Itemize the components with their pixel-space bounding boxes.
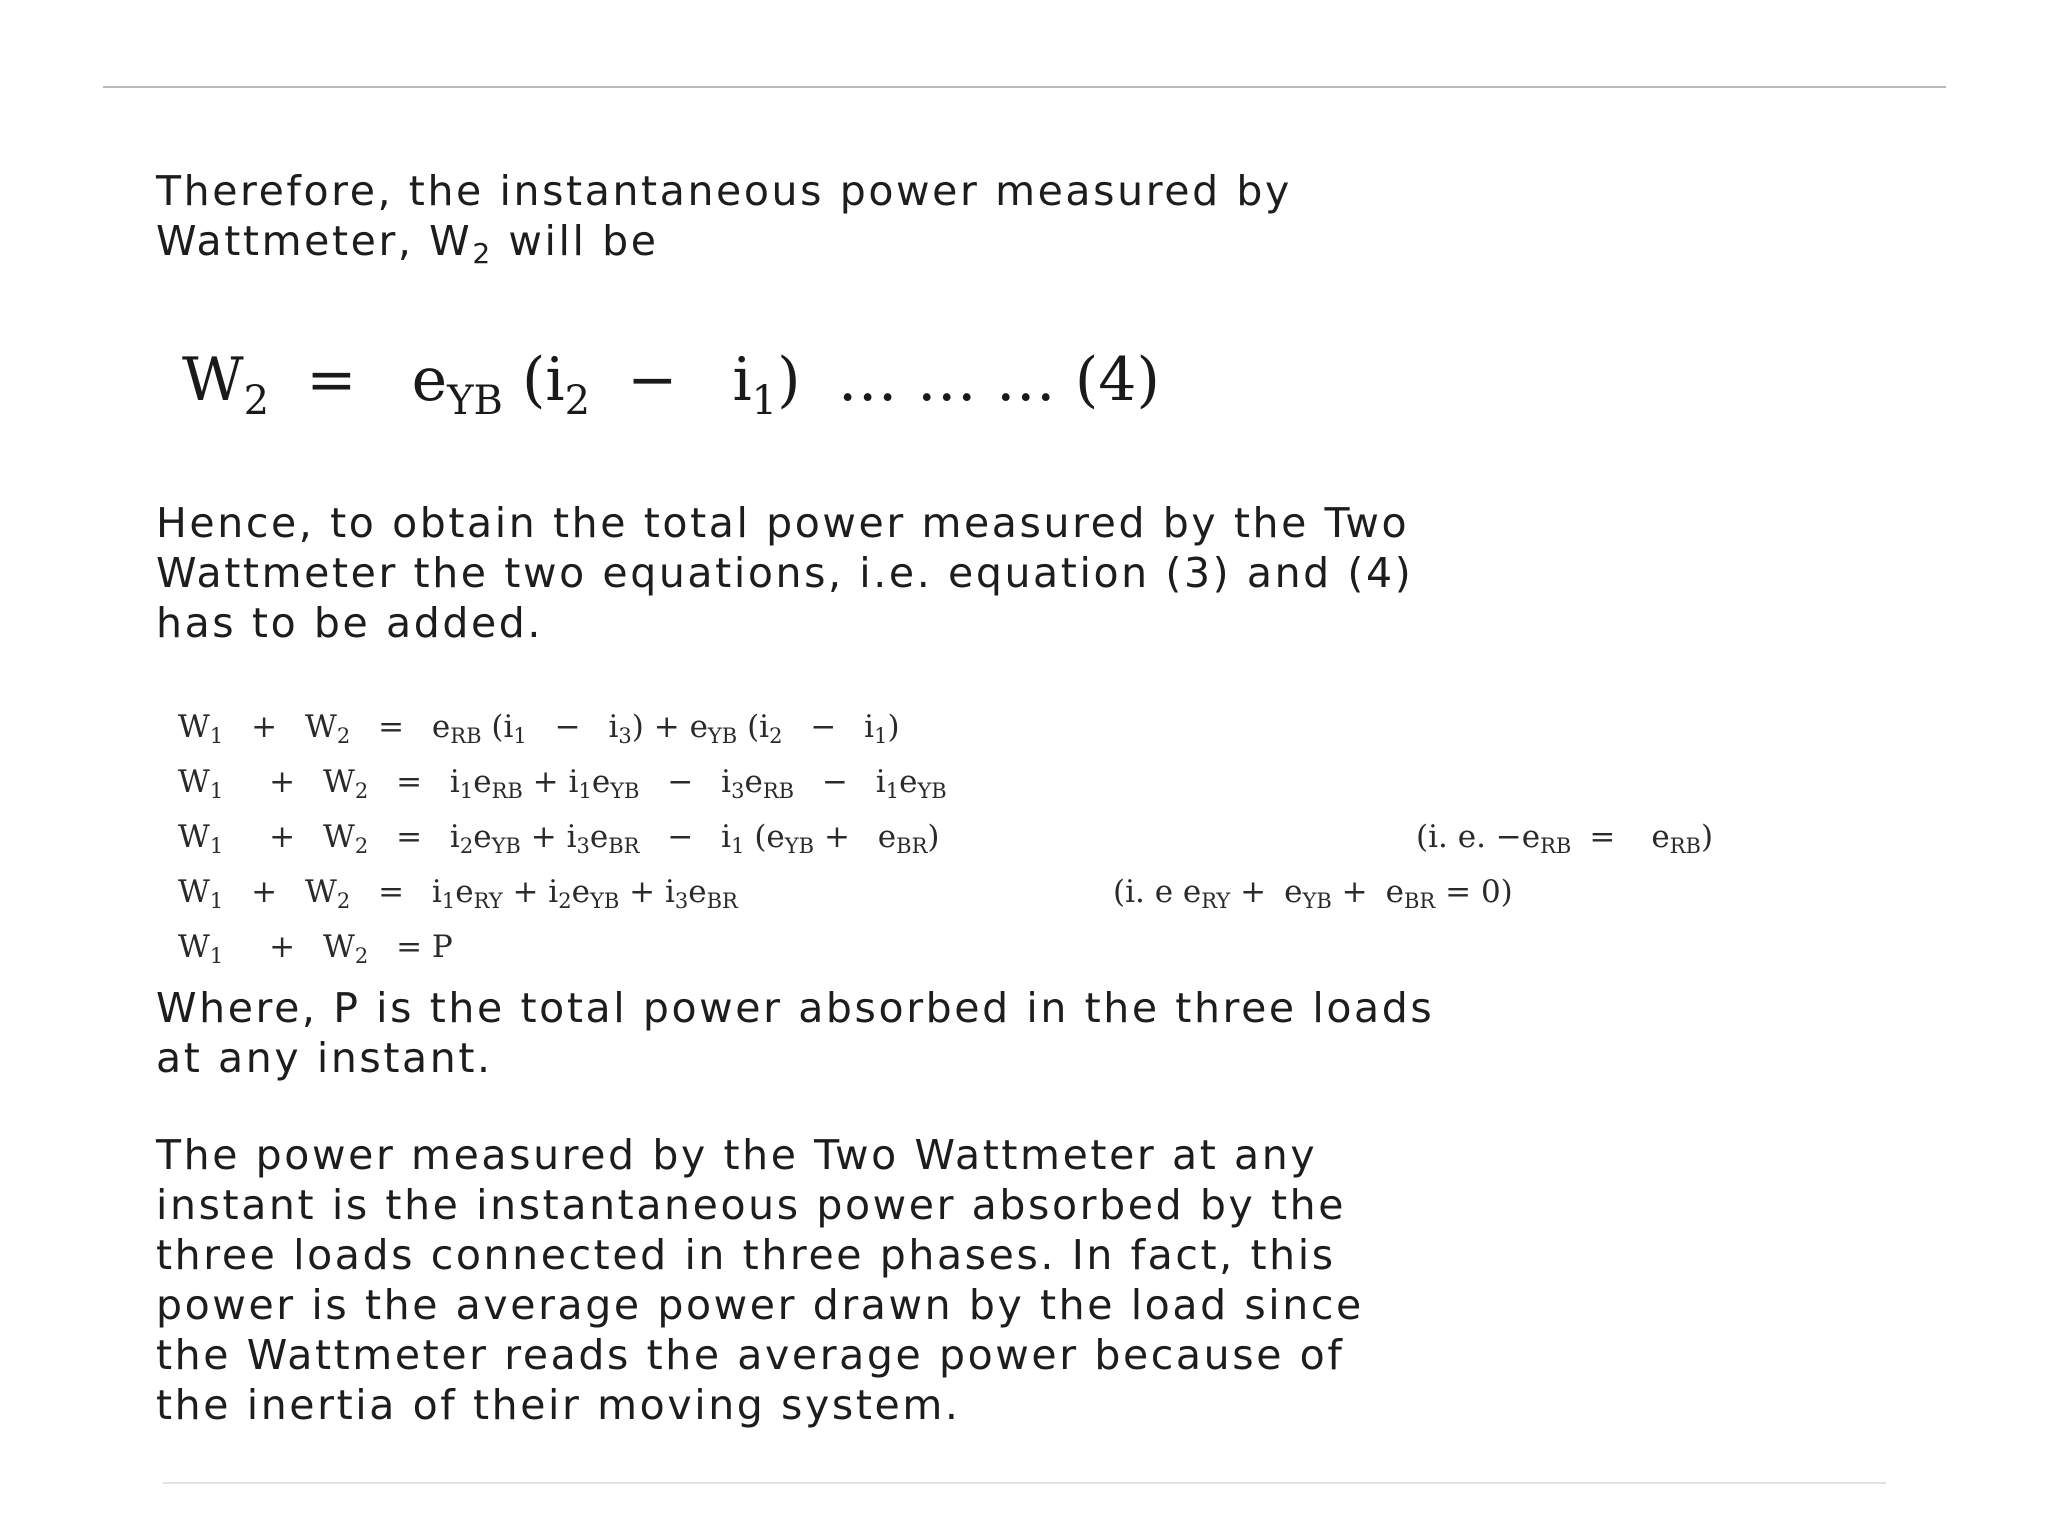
eq-operator: = <box>396 764 423 800</box>
eq-operator: = <box>1589 819 1616 855</box>
subscript: 1 <box>751 378 778 424</box>
eq-operator: ) + <box>631 709 680 745</box>
paragraph-line: three loads connected in three phases. In fact, this <box>156 1231 1336 1279</box>
eq-symbol: e <box>473 764 492 800</box>
subscript: 1 <box>874 724 888 748</box>
subscript: YB <box>491 834 521 858</box>
eq-operator: = P <box>396 929 453 965</box>
paragraph-line: Therefore, the instantaneous power measured by <box>156 167 1292 215</box>
eq-dots: … … … <box>837 345 1056 415</box>
bottom-divider <box>163 1482 1886 1484</box>
subscript: RY <box>473 889 503 913</box>
eq-symbol: W <box>178 929 210 965</box>
subscript: BR <box>608 834 640 858</box>
subscript: RY <box>1201 889 1231 913</box>
derivation-note-3 <box>1416 810 1713 865</box>
eq-symbol: W <box>322 819 355 855</box>
eq-symbol: i <box>449 764 460 800</box>
subscript: 1 <box>578 779 592 803</box>
eq-symbol: W <box>304 874 337 910</box>
eq-symbol: i <box>548 874 559 910</box>
eq-operator: + <box>512 874 539 910</box>
eq-operator: − <box>627 345 678 415</box>
eq-symbol: i <box>721 764 732 800</box>
subscript: 1 <box>209 944 224 968</box>
subscript: 2 <box>354 779 369 803</box>
paragraph-conclusion <box>156 1130 1364 1430</box>
paragraph-line: power is the average power drawn by the load since <box>156 1281 1364 1329</box>
eq-symbol: i <box>431 874 442 910</box>
equation-4 <box>182 340 1160 424</box>
eq-operator: + <box>269 764 296 800</box>
subscript: BR <box>896 834 928 858</box>
eq-symbol: ) <box>887 709 900 745</box>
subscript: RB <box>450 724 482 748</box>
eq-symbol: i <box>721 819 732 855</box>
eq-symbol: W <box>182 345 244 415</box>
subscript: 1 <box>885 779 900 803</box>
subscript: YB <box>707 724 738 748</box>
eq-symbol: e <box>1651 819 1670 855</box>
subscript: BR <box>1404 889 1436 913</box>
eq-symbol: i <box>608 709 619 745</box>
eq-symbol: i <box>664 874 675 910</box>
paragraph-line: Wattmeter, W <box>156 217 473 265</box>
eq-operator: − <box>810 709 837 745</box>
eq-symbol: (i <box>521 345 565 415</box>
eq-symbol: (i <box>491 709 514 745</box>
top-divider <box>103 86 1946 88</box>
subscript: 1 <box>209 889 224 913</box>
eq-symbol: e <box>473 819 492 855</box>
eq-operator: − <box>821 764 848 800</box>
eq-operator: + <box>823 819 850 855</box>
derivation-line-3 <box>178 810 1828 865</box>
subscript: 2 <box>558 889 572 913</box>
derivation-block <box>178 700 1828 975</box>
subscript: YB <box>610 779 640 803</box>
eq-operator: = <box>378 709 405 745</box>
subscript: 2 <box>336 889 351 913</box>
eq-operator: + <box>1341 874 1368 910</box>
eq-symbol: e <box>431 709 451 745</box>
eq-symbol: W <box>178 709 210 745</box>
eq-operator: − <box>667 819 694 855</box>
subscript: YB <box>784 834 815 858</box>
subscript: BR <box>706 889 738 913</box>
subscript: 3 <box>731 779 745 803</box>
subscript: YB <box>917 779 947 803</box>
paragraph-hence <box>156 498 1413 648</box>
eq-operator: − <box>554 709 581 745</box>
paragraph-line: the Wattmeter reads the average power because of <box>156 1331 1345 1379</box>
subscript: 1 <box>441 889 456 913</box>
subscript: RB <box>491 779 523 803</box>
eq-symbol: ) <box>777 345 801 415</box>
eq-symbol: e <box>877 819 897 855</box>
eq-symbol: e <box>1385 874 1404 910</box>
eq-symbol: e <box>591 764 611 800</box>
eq-symbol: (i. e. −e <box>1416 819 1541 855</box>
eq-symbol: i <box>875 764 886 800</box>
derivation-line-5 <box>178 920 1828 975</box>
subscript: 2 <box>472 237 493 270</box>
eq-operator: + <box>269 929 296 965</box>
subscript: 3 <box>618 724 632 748</box>
subscript: 2 <box>564 378 591 424</box>
subscript: YB <box>589 889 620 913</box>
subscript: 3 <box>674 889 689 913</box>
eq-operator: − <box>667 764 694 800</box>
eq-symbol: e <box>589 819 609 855</box>
eq-symbol: W <box>178 874 210 910</box>
paragraph-line: Where, P is the total power absorbed in the three loads <box>156 984 1435 1032</box>
derivation-line-2 <box>178 755 1828 810</box>
paragraph-line: Hence, to obtain the total power measured by the Two <box>156 499 1410 547</box>
eq-symbol: W <box>178 819 210 855</box>
paragraph-intro <box>156 166 1292 270</box>
eq-operator: = <box>396 819 423 855</box>
eq-symbol: e <box>1284 874 1303 910</box>
eq-operator: + <box>629 874 656 910</box>
eq-operator: + <box>530 819 557 855</box>
paragraph-line: will be <box>492 217 659 265</box>
paragraph-line: the inertia of their moving system. <box>156 1381 961 1429</box>
eq-symbol: e <box>688 874 707 910</box>
derivation-line-4 <box>178 865 1828 920</box>
subscript: 1 <box>209 834 224 858</box>
eq-symbol: i <box>566 819 577 855</box>
eq-symbol: e <box>411 345 448 415</box>
subscript: RB <box>762 779 795 803</box>
eq-operator: = <box>306 345 357 415</box>
eq-symbol: ) <box>1700 819 1714 855</box>
paragraph-line: The power measured by the Two Wattmeter at any <box>156 1131 1318 1179</box>
eq-symbol: (i <box>747 709 770 745</box>
eq-symbol: e <box>689 709 708 745</box>
subscript: YB <box>447 378 503 424</box>
eq-symbol: W <box>178 764 210 800</box>
subscript: 1 <box>459 779 474 803</box>
subscript: 2 <box>243 378 270 424</box>
derivation-note-4 <box>1113 865 1513 920</box>
eq-symbol: i <box>732 345 752 415</box>
subscript: 1 <box>209 779 224 803</box>
paragraph-line: Wattmeter the two equations, i.e. equation (3) and (4) <box>156 549 1414 597</box>
eq-operator: = <box>378 874 405 910</box>
eq-symbol: i <box>568 764 579 800</box>
eq-operator: + <box>251 709 278 745</box>
eq-operator: + <box>1240 874 1267 910</box>
subscript: YB <box>1302 889 1332 913</box>
eq-symbol: e <box>899 764 918 800</box>
paragraph-line: at any instant. <box>156 1034 493 1082</box>
paragraph-line: instant is the instantaneous power absorbed by the <box>156 1181 1347 1229</box>
eq-symbol: e <box>455 874 474 910</box>
eq-operator: + <box>532 764 559 800</box>
eq-symbol: i <box>449 819 460 855</box>
subscript: RB <box>1669 834 1701 858</box>
subscript: 1 <box>513 724 527 748</box>
eq-symbol: W <box>304 709 337 745</box>
subscript: 2 <box>459 834 474 858</box>
subscript: 2 <box>769 724 783 748</box>
eq-operator: = 0) <box>1445 874 1513 910</box>
subscript: RB <box>1540 834 1572 858</box>
derivation-line-1 <box>178 700 1828 755</box>
eq-symbol: e <box>571 874 590 910</box>
paragraph-line: has to be added. <box>156 599 544 647</box>
eq-symbol: ) <box>927 819 940 855</box>
eq-symbol: W <box>322 764 355 800</box>
eq-symbol: (e <box>754 819 785 855</box>
subscript: 2 <box>354 944 369 968</box>
eq-operator: + <box>269 819 296 855</box>
subscript: 2 <box>354 834 369 858</box>
eq-symbol: W <box>322 929 355 965</box>
subscript: 3 <box>576 834 590 858</box>
eq-symbol: i <box>864 709 875 745</box>
eq-symbol: (i. e e <box>1113 874 1202 910</box>
eq-symbol: e <box>744 764 763 800</box>
subscript: 2 <box>336 724 351 748</box>
paragraph-where <box>156 983 1434 1083</box>
subscript: 1 <box>731 834 745 858</box>
eq-operator: + <box>251 874 278 910</box>
subscript: 1 <box>209 724 224 748</box>
equation-number: (4) <box>1074 345 1160 415</box>
